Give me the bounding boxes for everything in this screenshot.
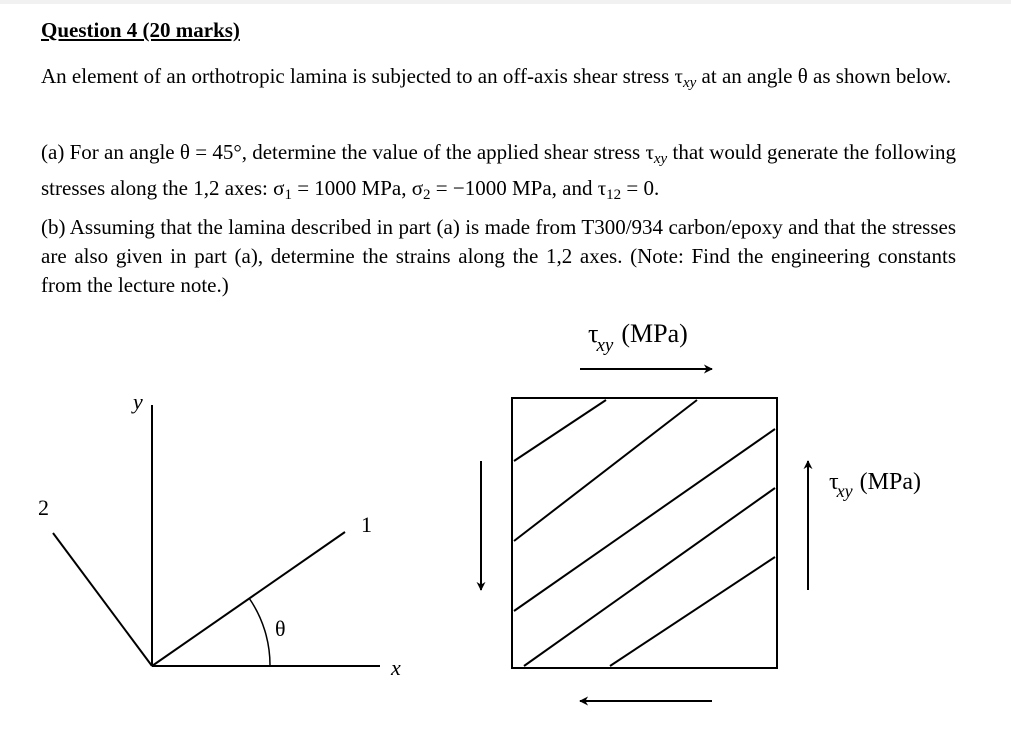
shear-label-top: τxy (MPa) <box>588 319 688 356</box>
fiber-line <box>514 400 697 541</box>
part-a-sub-2: 2 <box>423 187 431 203</box>
question-title: Question 4 (20 marks) <box>41 18 240 42</box>
fiber-lines <box>514 400 775 666</box>
angle-label: θ <box>275 616 286 641</box>
part-a-sub-1: 1 <box>284 187 292 203</box>
part-a-sub-12: 12 <box>606 187 622 203</box>
part-a-text-b: that would generate the following stresses along the 1,2 axes: σ <box>41 140 957 200</box>
axis-1-label: 1 <box>361 512 372 537</box>
part-a-text-a: (a) For an angle θ = 45°, determine the value of the applied shear stress τ <box>41 140 654 164</box>
angle-arc <box>249 598 270 666</box>
y-axis-label: y <box>133 389 143 414</box>
shear-label-right: τxy (MPa) <box>829 469 921 501</box>
part-b-paragraph: (b) Assuming that the lamina described in part (a) is made from T300/934 carbon/epoxy and that the stresses are also given in part (a), determine the strains along the 1,2 axes. (Note: Find the engineering constants from the lecture note.) <box>41 215 956 297</box>
stress-element-diagram <box>481 319 921 701</box>
fiber-line <box>514 400 606 461</box>
axis-2-line <box>53 533 152 666</box>
intro-text-b: at an angle θ as shown below. <box>696 64 952 88</box>
axis-2-label: 2 <box>38 495 49 520</box>
intro-subscript: xy <box>682 75 697 91</box>
fiber-line <box>610 557 775 666</box>
x-axis-label: x <box>391 655 401 680</box>
lamina-element <box>512 398 777 668</box>
part-a-text-d: = −1000 MPa, and τ <box>430 176 607 200</box>
intro-text-a: An element of an orthotropic lamina is subjected to an off-axis shear stress τ <box>41 64 683 88</box>
axes-diagram <box>38 389 401 680</box>
part-a-text-c: = 1000 MPa, σ <box>291 176 424 200</box>
part-a-text-e: = 0. <box>621 176 660 200</box>
axis-1-line <box>152 532 345 666</box>
part-a-sub-xy: xy <box>653 151 668 167</box>
